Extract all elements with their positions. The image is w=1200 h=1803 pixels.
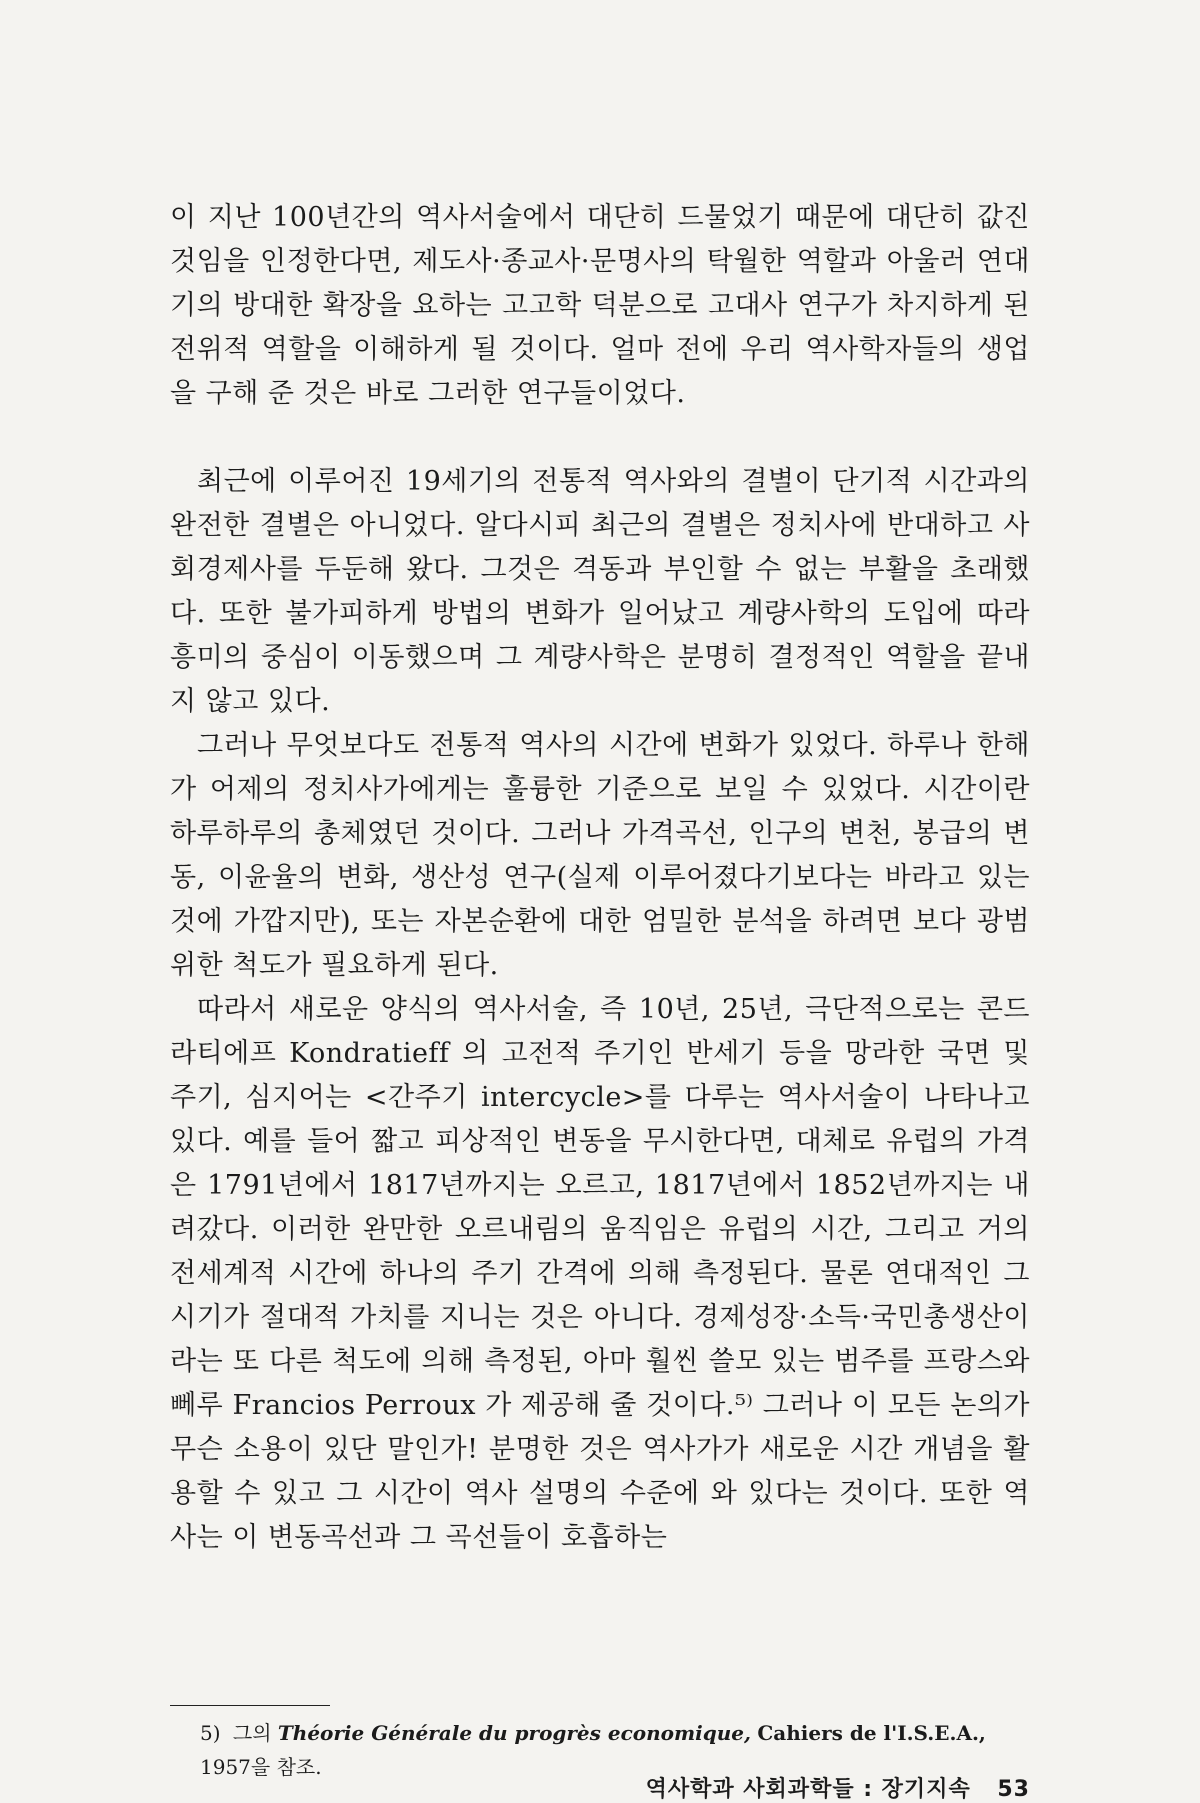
paragraph-4: 따라서 새로운 양식의 역사서술, 즉 10년, 25년, 극단적으로는 콘드라티에프 Kondratieff 의 고전적 주기인 반세기 등을 망라한 국면 및 주기, 심지어는 <간주기 intercycle>를 다루는 역사서술이 나타나고 있다. 예를 들어 짧고 피상적인 변동을 무시한다면, 대체로 유럽의 가격은 1791년에서 1817년까지는 오르고, 1817년에서 1852년까지는 내려갔다. 이러한 완만한 오르내림의 움직임은 유럽의 시간, 그리고 거의 전세계적 시간에 하나의 주기 간격에 의해 측정된다. 물론 연대적인 그 시기가 절대적 가치를 지니는 것은 아니다. 경제성장·소득·국민총생산이라는 또 다른 척도에 의해 측정된, 아마 훨씬 쓸모 있는 범주를 프랑스와 뻬루 Francios Perroux 가 제공해 줄 것이다.⁵⁾ 그러나 이 모든 논의가 무슨 소용이 있단 말인가! 분명한 것은 역사가가 새로운 시간 개념을 활용할 수 있고 그 시간이 역사 설명의 수준에 와 있다는 것이다. 또한 역사는 이 변동곡선과 그 곡선들이 호흡하는 <box>170 994 1030 1553</box>
footnote-prefix: 그의 <box>232 1721 272 1745</box>
paragraph-1: 이 지난 100년간의 역사서술에서 대단히 드물었기 때문에 대단히 값진 것임을 인정한다면, 제도사·종교사·문명사의 탁월한 역할과 아울러 연대기의 방대한 확장을 요하는 고고학 덕분으로 고대사 연구가 차지하게 된 전위적 역할을 이해하게 될 것이다. 얼마 전에 우리 역사학자들의 생업을 구해 준 것은 바로 그러한 연구들이었다. <box>170 202 1030 409</box>
running-title: 역사학과 사회과학들 : 장기지속 <box>645 1777 971 1802</box>
footnote-publication: Cahiers de l'I.S.E.A., <box>757 1721 986 1745</box>
paragraph-3: 그러나 무엇보다도 전통적 역사의 시간에 변화가 있었다. 하루나 한해가 어제의 정치사가에게는 훌륭한 기준으로 보일 수 있었다. 시간이란 하루하루의 총체였던 것이다. 그러나 가격곡선, 인구의 변천, 봉급의 변동, 이윤율의 변화, 생산성 연구(실제 이루어졌다기보다는 바라고 있는 것에 가깝지만), 또는 자본순환에 대한 엄밀한 분석을 하려면 보다 광범위한 척도가 필요하게 된다. <box>170 730 1030 981</box>
footnote-book-title: Théorie Générale du progrès economique, <box>277 1721 751 1745</box>
running-footer <box>646 1772 1030 1803</box>
footnote-divider <box>170 1705 330 1706</box>
paragraph-2: 최근에 이루어진 19세기의 전통적 역사와의 결별이 단기적 시간과의 완전한 결별은 아니었다. 알다시피 최근의 결별은 정치사에 반대하고 사회경제사를 두둔해 왔다. 그것은 격동과 부인할 수 없는 부활을 초래했다. 또한 불가피하게 방법의 변화가 일어났고 계량사학의 도입에 따라 흥미의 중심이 이동했으며 그 계량사학은 분명히 결정적인 역할을 끝내지 않고 있다. <box>170 466 1030 717</box>
page-number: 53 <box>997 1777 1030 1802</box>
body-text <box>170 196 1030 1560</box>
footnote-suffix: 1957을 참조. <box>200 1755 322 1779</box>
footnote-number: 5) <box>200 1721 221 1745</box>
